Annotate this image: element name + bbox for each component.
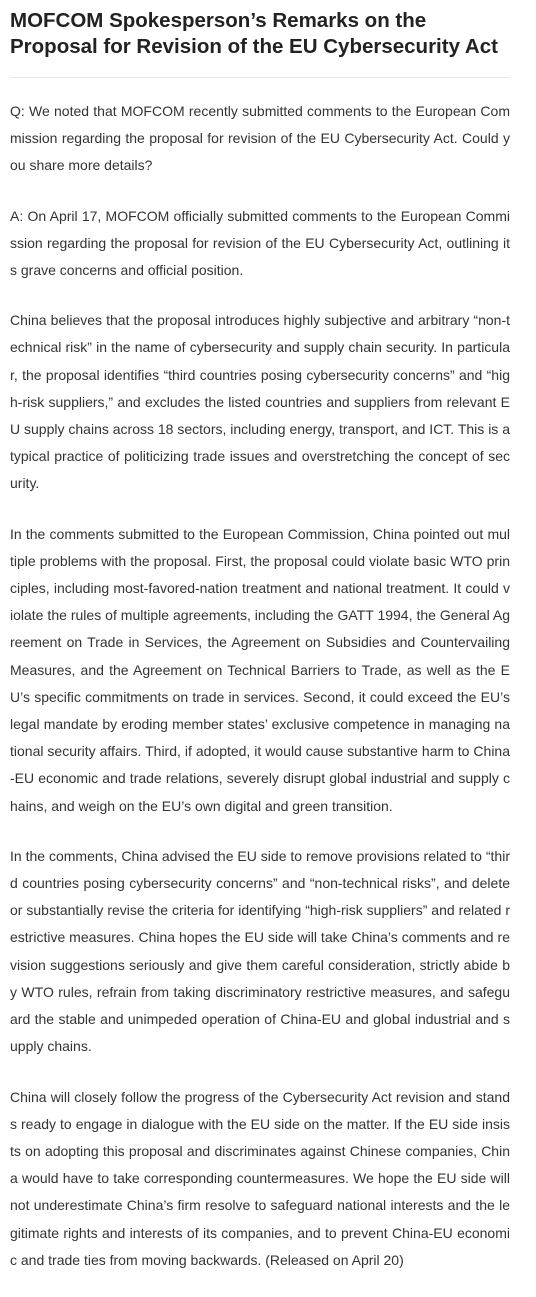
article (10, 0, 510, 1297)
paragraph-advice: In the comments, China advised the EU side to remove provisions related to “third countries posing cybersecurity concerns” and “non-technical risks”, and delete or substantially revise the criteria for identifying “high-risk suppliers” and related restrictive measures. China hopes the EU side will take China’s comments and revision suggestions seriously and give them careful consideration, strictly abide by WTO rules, refrain from taking discriminatory restrictive measures, and safeguard the stable and unimpeded operation of China-EU and global industrial and supply chains. (10, 847, 510, 1055)
paragraph-answer: A: On April 17, MOFCOM officially submitted comments to the European Commission regarding the proposal for revision of the EU Cybersecurity Act, outlining its grave concerns and official position. (10, 207, 510, 279)
paragraph-china-position: China believes that the proposal introduces highly subjective and arbitrary “non-technical risk” in the name of cybersecurity and supply chain security. In particular, the proposal identifies “third countries posing cybersecurity concerns” and “high-risk suppliers,” and excludes the listed countries and suppliers from relevant EU supply chains across 18 sectors, including energy, transport, and ICT. This is a typical practice of politicizing trade issues and overstretching the concept of security. (10, 312, 510, 492)
paragraph-conclusion: China will closely follow the progress of the Cybersecurity Act revision and stands ready to engage in dialogue with the EU side on the matter. If the EU side insists on adopting this proposal and discriminates against Chinese companies, China would have to take corresponding countermeasures. We hope the EU side will not underestimate China’s firm resolve to safeguard national interests and the legitimate rights and interests of its companies, and to prevent China-EU economic and trade ties from moving backwards. (Released on April 20) (10, 1088, 510, 1268)
paragraph-problems: In the comments submitted to the European Commission, China pointed out multiple problems with the proposal. First, the proposal could violate basic WTO principles, including most-favored-nation treatment and national treatment. It could violate the rules of multiple agreements, including the GATT 1994, the General Agreement on Trade in Services, the Agreement on Subsidies and Countervailing Measures, and the Agreement on Technical Barriers to Trade, as well as the EU’s specific commitments on trade in services. Second, it could exceed the EU’s legal mandate by eroding member states’ exclusive competence in managing national security affairs. Third, if adopted, it would cause substantive harm to China-EU economic and trade relations, severely disrupt global industrial and supply chains, and weigh on the EU’s own digital and green transition. (10, 525, 510, 814)
paragraph-question: Q: We noted that MOFCOM recently submitted comments to the European Commission regarding the proposal for revision of the EU Cybersecurity Act. Could you share more details? (10, 103, 510, 174)
article-body (10, 98, 510, 1274)
title-divider (10, 77, 510, 78)
article-title: MOFCOM Spokesperson’s Remarks on the Proposal for Revision of the EU Cybersecurity Act (10, 9, 498, 58)
